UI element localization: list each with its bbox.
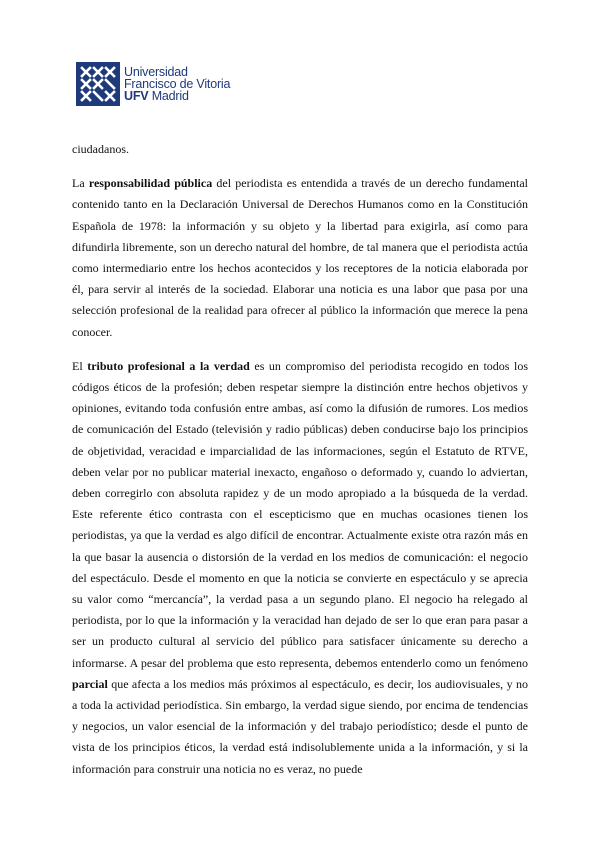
p2-bold-term-1: tributo profesional a la verdad bbox=[87, 358, 250, 373]
body-text bbox=[72, 139, 528, 780]
p2-bold-term-2: parcial bbox=[72, 676, 108, 691]
university-logo bbox=[76, 62, 230, 106]
logo-madrid: Madrid bbox=[151, 89, 189, 103]
paragraph-tributo bbox=[72, 356, 528, 780]
paragraph-continuation bbox=[72, 139, 528, 160]
p1-bold-term: responsabilidad pública bbox=[88, 176, 213, 191]
logo-wordmark bbox=[124, 66, 230, 102]
p1-pre: La bbox=[72, 176, 89, 191]
p2-mid: es un compromiso del periodista recogido en todos los códigos éticos de la profesión; deben respetar siempre la distinción entre hechos objetivos y opiniones, evitando toda confusión entre ambas, así como la difusión de rumores. Los medios de comunicación del Estado (televisión y radio públicas) deben conducirse bajo los principios de objetividad, veracidad e imparcialidad de las informaciones, según el Estatuto de RTVE, deben velar por no publicar material inexacto, engañoso o deformado y, cuando lo adviertan, deben corregirlo con absoluta rapidez y de un modo apropiado a la búsqueda de la verdad. Este referente ético contrasta con el escepticismo que en muchas ocasiones tienen los periodistas, ya que la verdad es algo difícil de encontrar. Actualmente existe otra razón más en la que basar la ausencia o distorsión de la verdad en los medios de comunicación: el negocio del espectáculo. Desde el momento en que la noticia se convierte en espectáculo y se aprecia su valor como “mercancía”, la verdad pasa a un segundo plano. El negocio ha relegado al periodista, por lo que la información y la veracidad han dejado de ser lo que eran para pasar a ser un producto cultural al servicio del público para satisfacer únicamente su derecho a informarse. A pesar del problema que esto representa, debemos entenderlo como un fenómeno bbox=[72, 358, 529, 670]
paragraph-responsabilidad bbox=[72, 173, 528, 343]
logo-line-1: Universidad bbox=[124, 65, 188, 79]
p2-pre: El bbox=[72, 358, 88, 373]
ufv-emblem-icon bbox=[76, 62, 120, 106]
paragraph-0-text: ciudadanos. bbox=[72, 142, 129, 156]
logo-ufv: UFV bbox=[124, 89, 149, 103]
p1-post: del periodista es entendida a través de un derecho fundamental contenido tanto en la Declaración Universal de Derechos Humanos como en la Constitución Española de 1978: la información y su objeto y la libertad para exigirla, así como para difundirla libremente, son un derecho natural del hombre, de tal manera que el periodista actúa como intermediario entre los hechos acontecidos y los receptores de la noticia elaborada por él, para servir al interés de la sociedad. Elaborar una noticia es una labor que pasa por una selección profesional de la realidad para ofrecer al público la información que merece la pena conocer. bbox=[72, 176, 528, 339]
logo-line-2: Francisco de Vitoria bbox=[124, 77, 231, 91]
p2-post: que afecta a los medios más próximos al espectáculo, es decir, los audiovisuales, y no a toda la actividad periodística. Sin embargo, la verdad sigue siendo, por encima de tendencias y negocios, un valor esencial de la información y del trabajo periodístico; desde el punto de vista de los principios éticos, la verdad está indisolublemente unida a la información, y si la información para construir una noticia no es veraz, no puede bbox=[72, 676, 528, 776]
logo-line-3 bbox=[124, 90, 230, 102]
